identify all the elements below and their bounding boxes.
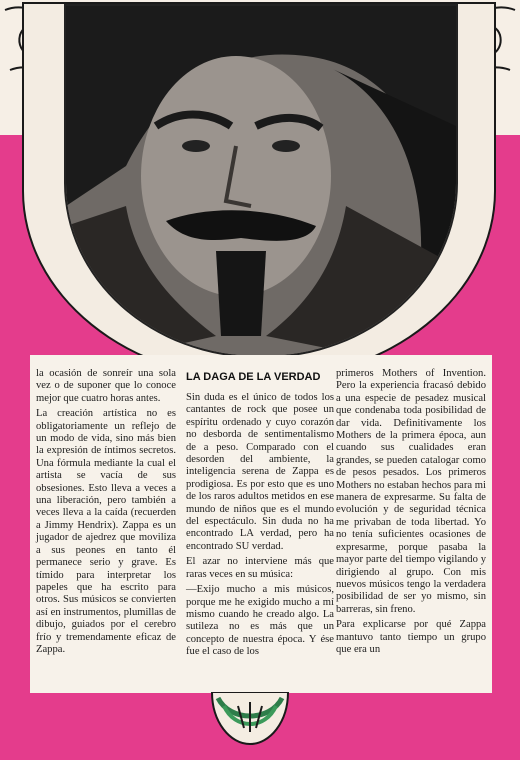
article-column-3 [336,368,486,659]
portrait-photo [64,4,458,358]
bottom-ornament-icon [210,692,290,746]
portrait-image [66,6,456,356]
paragraph: —Exijo mucho a mis músicos, porque me he exigido mucho a mí mismo cuando he creado algo. La sutileza no es más que un concepto de nuestra época. Y ése fue el caso de los [186,584,334,658]
paragraph: Sin duda es el único de todos los cantantes de rock que posee un espíritu ordenado y cuyo corazón no desborda de sentimentalismo de a peso. Comparado con el desorden del ambiente, la inteligencia serena de Zappa es prodigiosa. Es por esto que es uno de los raros adultos metidos en ese mundo de niños que es el mundo del espectáculo. Sin duda no ha encontrado LA verdad, pero ha encontrado SU verdad. [186,392,334,552]
paragraph: El azar no interviene más que raras veces en su música: [186,556,334,580]
article-column-1 [36,368,176,659]
article-column-2 [186,368,334,662]
paragraph: Para explicarse por qué Zappa mantuvo tanto tiempo un grupo que era un [336,619,486,655]
section-heading: LA DAGA DE LA VERDAD [186,371,321,383]
paragraph: la ocasión de sonreír una sola vez o de suponer que lo conoce mejor que cuatro horas antes. [36,368,176,404]
portrait-frame [22,2,496,381]
paragraph: primeros Mothers of Invention. Pero la experiencia fracasó debido a una especie de pesadez musical que condenaba toda posibilidad de dar vida. Definitivamente los Mothers de la primera época, aun cuando sus cualidades eran grandes, se pueden catalogar como de pesos pesados. Los primeros Mothers no estaban hechos para mi manera de expresarme. Su falta de evolución y de seguridad técnica me privaban de toda libertad. Yo no tenía suficientes ocasiones de expresarme, porque pasaba la mayor parte del tiempo vigilando y dirigiendo al grupo. Con mis nuevos músicos tengo la verdadera posibilidad de ser yo mismo, sin barreras, sin freno. [336,368,486,615]
paragraph: La creación artística no es obligatoriamente un reflejo de un modo de vida, sino más bien la expresión de íntimos secretos. Una fórmula mediante la cual el artista se vacía de sus obsesiones. Esto lleva a veces a una liberación, pero también a veces lleva a la caída (recuerden a Jimmy Hendrix). Zappa es un jugador de ajedrez que moviliza a sus peones en tanto él permanece serio y grave. Es tímido para interpretar los papeles que ha escrito para otros. Sus músicos se convierten así en instrumentos, plumillas de dibujo, guiados por el cerebro frío y tremendamente eficaz de Zappa. [36,408,176,655]
